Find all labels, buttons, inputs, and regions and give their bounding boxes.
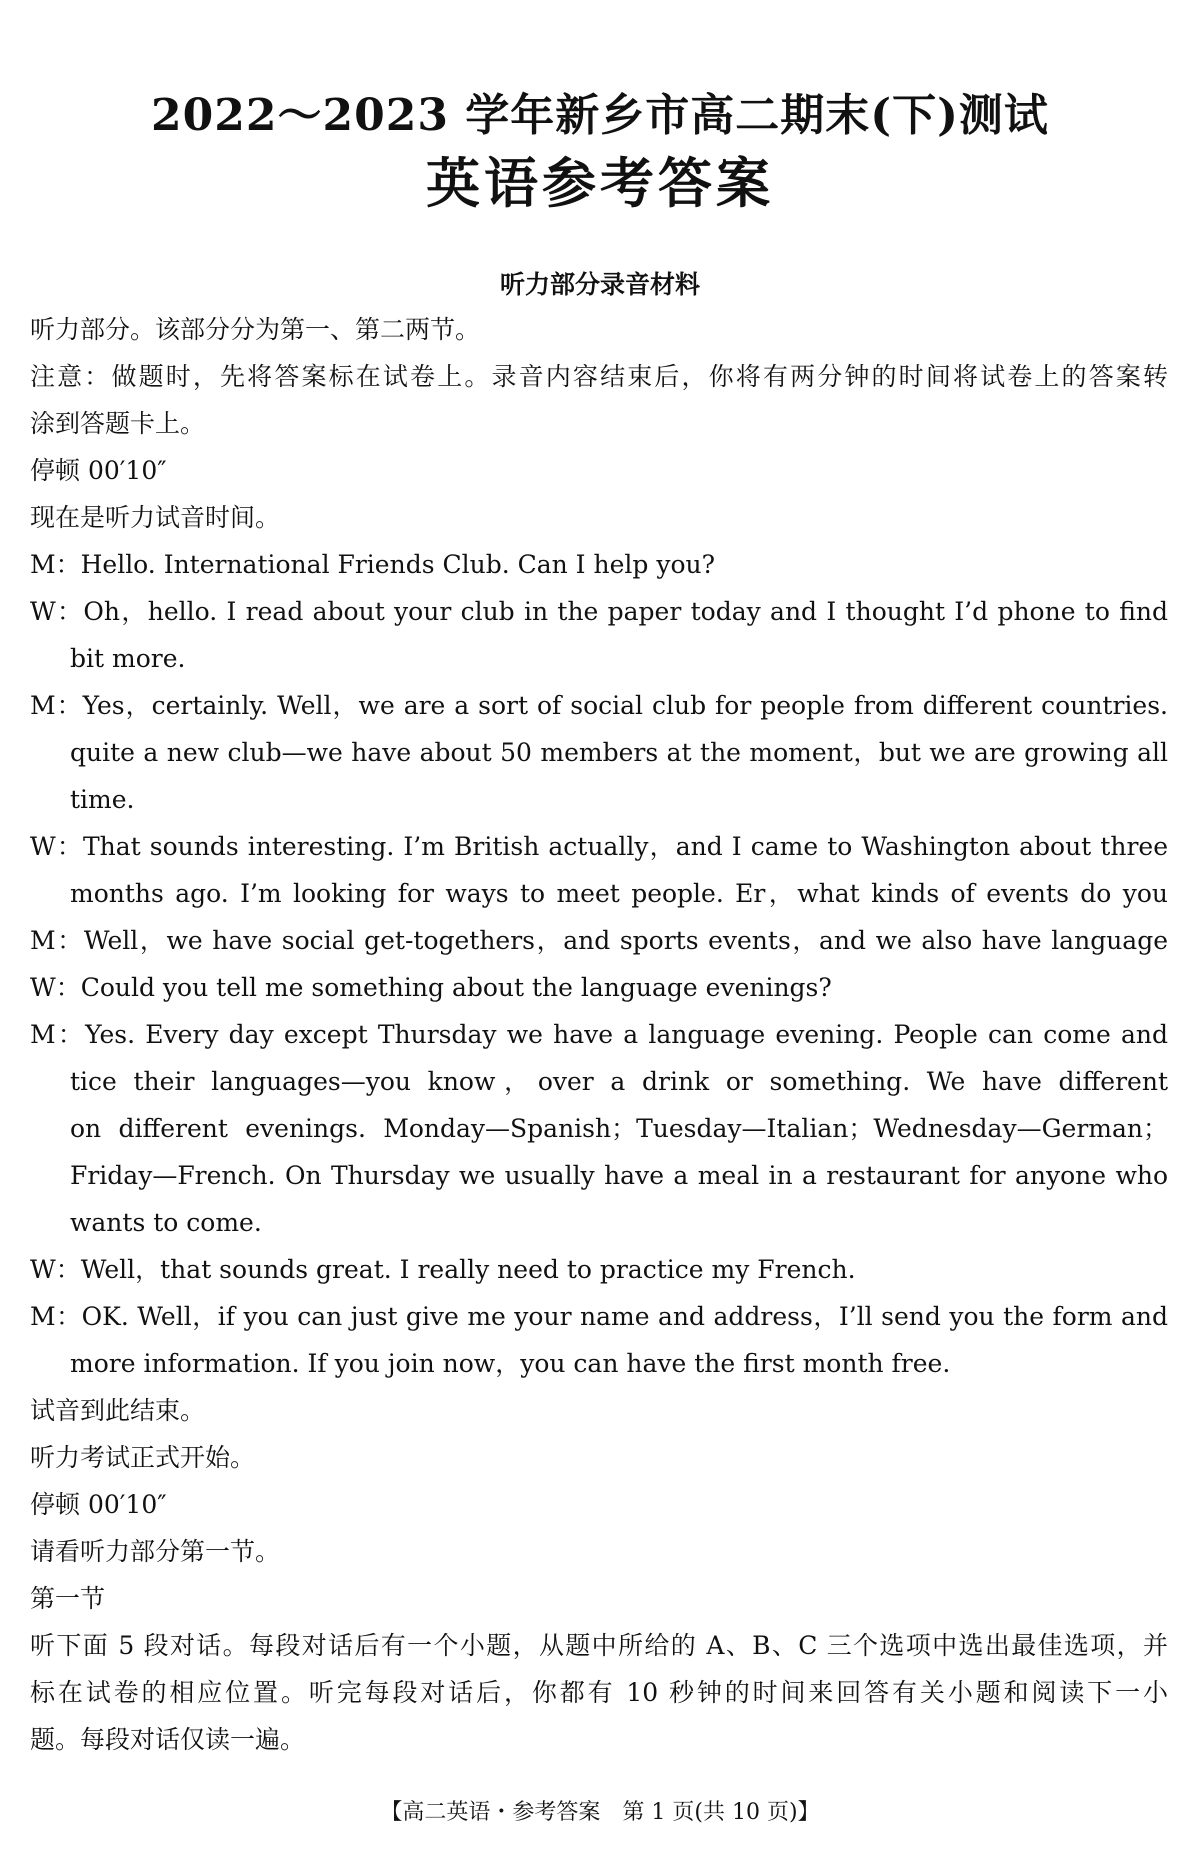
dialogue-line: Friday—French. On Thursday we usually have a meal in a restaurant for anyone who bbox=[70, 1161, 1168, 1190]
instruction-line: 听下面 5 段对话。每段对话后有一个小题，从题中所给的 A、B、C 三个选项中选出最佳选项，并 bbox=[30, 1631, 1168, 1660]
dialogue-line: M：Yes，certainly. Well，we are a sort of social club for people from different countries. bbox=[30, 691, 1168, 720]
dialogue-line: quite a new club—we have about 50 members at the moment，but we are growing all bbox=[70, 738, 1168, 767]
dialogue-line: tice their languages—you know，over a drink or something. We have different bbox=[70, 1067, 1168, 1096]
dialogue-line: wants to come. bbox=[70, 1208, 262, 1237]
dialogue-line: M：Well，we have social get-togethers，and sports events，and we also have language bbox=[30, 926, 1168, 955]
instruction-line: 标在试卷的相应位置。听完每段对话后，你都有 10 秒钟的时间来回答有关小题和阅读下一小 bbox=[30, 1678, 1168, 1707]
exam-title: 2022～2023 学年新乡市高二期末(下)测试 bbox=[151, 90, 1049, 141]
exam-start-line: 听力考试正式开始。 bbox=[30, 1443, 256, 1472]
page-footer: 【高二英语・参考答案 第 1 页(共 10 页)】 bbox=[380, 1800, 820, 1825]
dialogue-line: W：That sounds interesting. I’m British actually，and I came to Washington about three bbox=[30, 832, 1168, 861]
pause-line: 停顿 00′10″ bbox=[30, 456, 167, 485]
dialogue-line: W：Could you tell me something about the language evenings? bbox=[30, 973, 832, 1002]
dialogue-line: time. bbox=[70, 785, 135, 814]
intro-line: 听力部分。该部分分为第一、第二两节。 bbox=[30, 315, 481, 344]
section-label: 第一节 bbox=[30, 1584, 106, 1613]
dialogue-line: M：Hello. International Friends Club. Can I help you? bbox=[30, 550, 716, 579]
dialogue-line: bit more. bbox=[70, 644, 186, 673]
listening-script-body bbox=[30, 306, 1168, 1763]
dialogue-line: more information. If you join now，you can have the first month free. bbox=[70, 1349, 951, 1378]
dialogue-line: W：Oh，hello. I read about your club in the paper today and I thought I’d phone to find bbox=[30, 597, 1168, 626]
dialogue-line: W：Well，that sounds great. I really need to practice my French. bbox=[30, 1255, 856, 1284]
dialogue-line: M：OK. Well，if you can just give me your name and address，I’ll send you the form and bbox=[30, 1302, 1168, 1331]
pause-line: 停顿 00′10″ bbox=[30, 1490, 167, 1519]
answer-key-title: 英语参考答案 bbox=[426, 151, 774, 215]
dialogue-line: on different evenings. Monday—Spanish；Tuesday—Italian；Wednesday—German； bbox=[70, 1114, 1168, 1143]
note-line: 涂到答题卡上。 bbox=[30, 409, 206, 438]
section-instruction-line: 请看听力部分第一节。 bbox=[30, 1537, 281, 1566]
listening-script-heading: 听力部分录音材料 bbox=[499, 270, 700, 299]
dialogue-line: M：Yes. Every day except Thursday we have a language evening. People can come and bbox=[30, 1020, 1168, 1049]
trial-start-line: 现在是听力试音时间。 bbox=[30, 503, 281, 532]
note-line: 注意：做题时，先将答案标在试卷上。录音内容结束后，你将有两分钟的时间将试卷上的答案转 bbox=[30, 362, 1168, 391]
dialogue-line: months ago. I’m looking for ways to meet people. Er，what kinds of events do you bbox=[70, 879, 1168, 908]
instruction-line: 题。每段对话仅读一遍。 bbox=[30, 1725, 306, 1754]
trial-end-line: 试音到此结束。 bbox=[30, 1396, 206, 1425]
